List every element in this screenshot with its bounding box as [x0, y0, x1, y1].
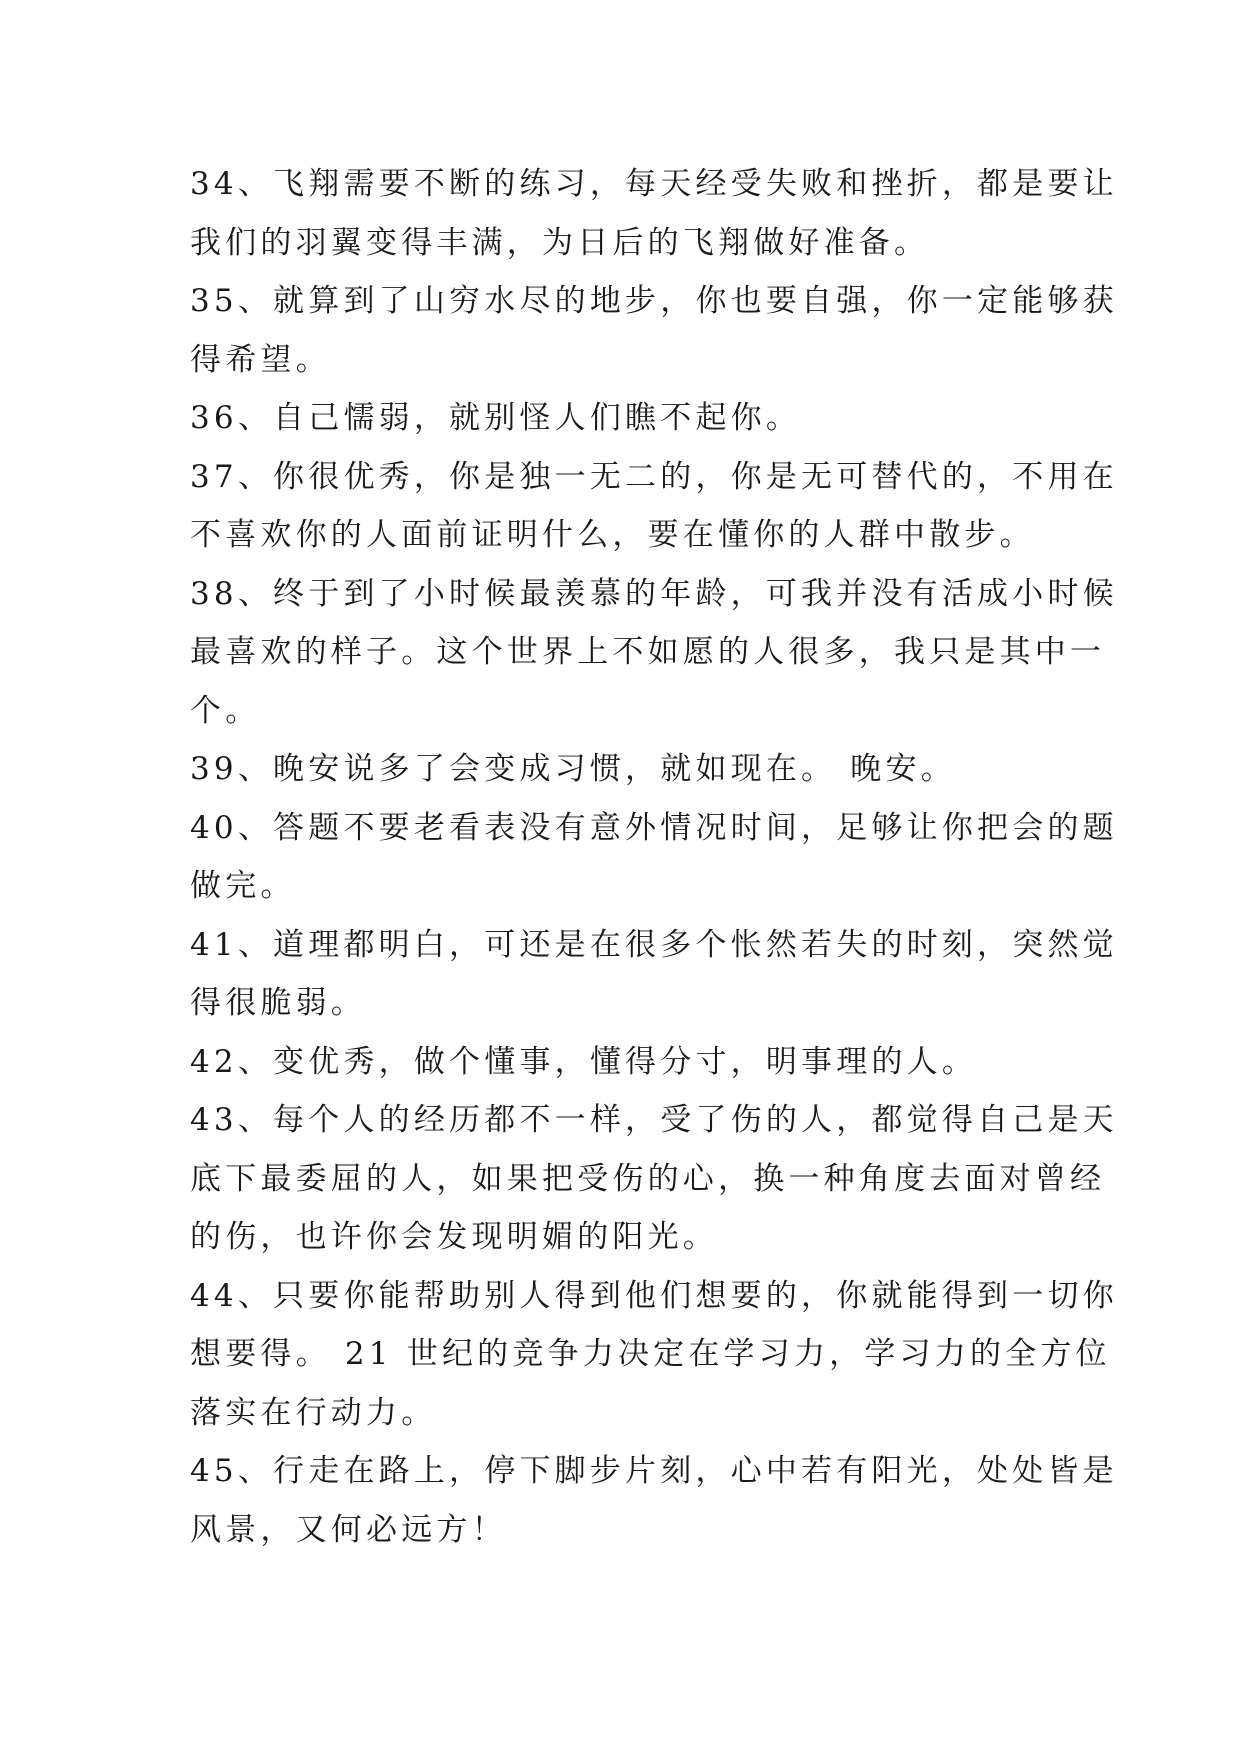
- text-line: 37、你很优秀，你是独一无二的，你是无可替代的，不用在: [190, 458, 1118, 495]
- text-line: 落实在行动力。: [190, 1394, 437, 1431]
- document-body: [190, 155, 1118, 1559]
- text-line: 最喜欢的样子。这个世界上不如愿的人很多，我只是其中一: [190, 634, 1106, 670]
- text-line: 42、变优秀，做个懂事，懂得分寸，明事理的人。: [190, 1043, 978, 1080]
- text-line: 底下最委屈的人，如果把受伤的心，换一种角度去面对曾经: [190, 1160, 1106, 1197]
- text-line: 34、飞翔需要不断的练习，每天经受失败和挫折，都是要让: [190, 166, 1118, 202]
- text-line: 想要得。 21 世纪的竞争力决定在学习力，学习力的全方位: [190, 1336, 1111, 1372]
- text-line: 45、行走在路上，停下脚步片刻，心中若有阳光，处处皆是: [190, 1453, 1118, 1489]
- text-line: 40、答题不要老看表没有意外情况时间，足够让你把会的题: [190, 809, 1118, 846]
- text-line: 的伤，也许你会发现明媚的阳光。: [190, 1219, 718, 1255]
- text-line: 得希望。: [190, 341, 331, 378]
- text-line: 35、就算到了山穷水尽的地步，你也要自强，你一定能够获: [190, 283, 1118, 319]
- text-line: 得很脆弱。: [190, 985, 366, 1021]
- text-line: 36、自己懦弱，就别怪人们瞧不起你。: [190, 400, 802, 436]
- text-line: 做完。: [190, 868, 296, 904]
- text-line: 个。: [190, 692, 261, 729]
- text-line: 我们的羽翼变得丰满，为日后的飞翔做好准备。: [190, 224, 930, 261]
- text-line: 41、道理都明白，可还是在很多个怅然若失的时刻，突然觉: [190, 926, 1118, 963]
- text-line: 39、晚安说多了会变成习惯，就如现在。 晚安。: [190, 751, 956, 787]
- text-line: 风景，又何必远方！: [190, 1511, 507, 1548]
- text-line: 38、终于到了小时候最羡慕的年龄，可我并没有活成小时候: [190, 575, 1118, 612]
- text-line: 不喜欢你的人面前证明什么，要在懂你的人群中散步。: [190, 517, 1035, 553]
- text-line: 44、只要你能帮助别人得到他们想要的，你就能得到一切你: [190, 1277, 1118, 1314]
- text-line: 43、每个人的经历都不一样，受了伤的人，都觉得自己是天: [190, 1102, 1118, 1138]
